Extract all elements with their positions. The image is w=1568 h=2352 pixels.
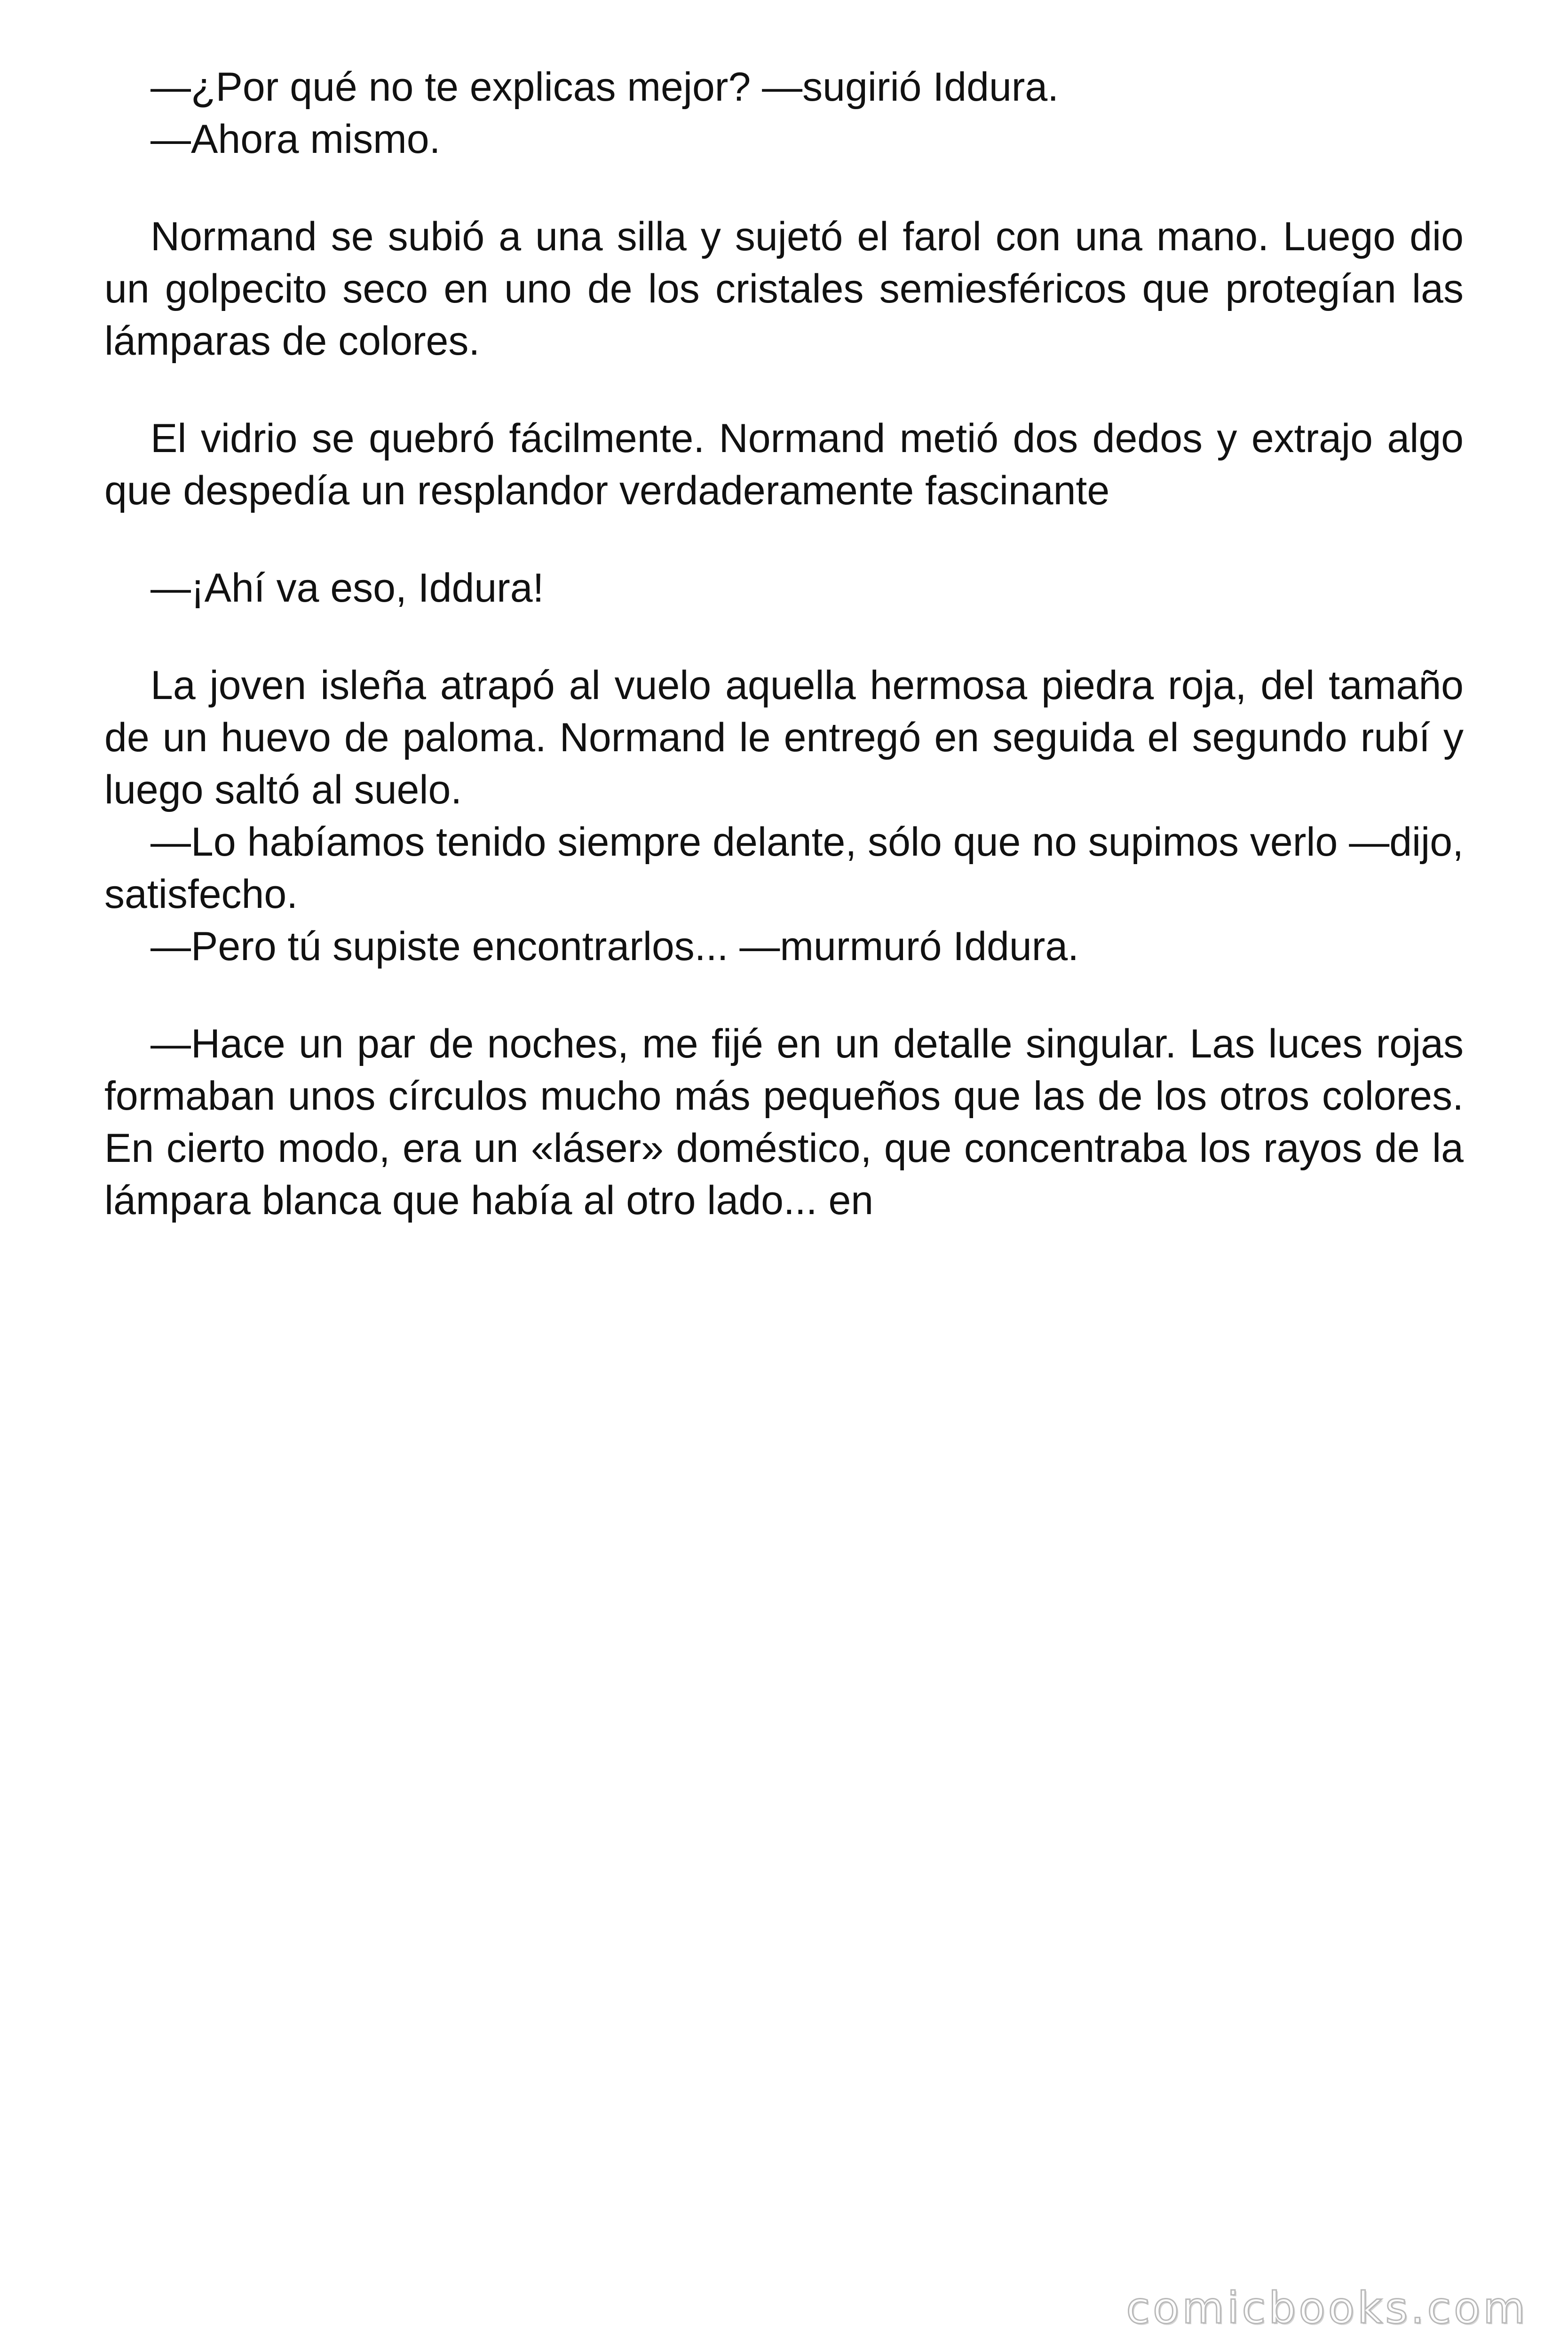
paragraph-dialogue-question: —¿Por qué no te explicas mejor? —sugirió Iddura. bbox=[150, 64, 1059, 110]
paragraph-lantern: Normand se subió a una silla y sujetó el farol con una mano. Luego dio un golpecito seco en uno de los cristales semiesféricos que protegían las lámparas de colores. bbox=[104, 214, 1464, 364]
paragraph-explanation: —Hace un par de noches, me fijé en un detalle singular. Las luces rojas formaban unos círculos mucho más pequeños que las de los otros colores. En cierto modo, era un «láser» doméstico, que concentraba los rayos de la lámpara blanca que había al otro lado... en bbox=[104, 1021, 1464, 1223]
paragraph-dialogue-seen: —Lo habíamos tenido siempre delante, sólo que no supimos verlo —dijo, satisfecho. bbox=[104, 819, 1464, 917]
paragraph-dialogue-found: —Pero tú supiste encontrarlos... —murmuró Iddura. bbox=[150, 924, 1079, 969]
paragraph-ruby: La joven isleña atrapó al vuelo aquella hermosa piedra roja, del tamaño de un huevo de paloma. Normand le entregó en seguida el segundo rubí y luego saltó al suelo. bbox=[104, 663, 1464, 812]
paragraph-dialogue-answer: —Ahora mismo. bbox=[150, 117, 441, 162]
paragraph-exclamation: —¡Ahí va eso, Iddura! bbox=[150, 565, 544, 611]
watermark-logo: comicbooks.com bbox=[1126, 2283, 1528, 2333]
paragraph-glass: El vidrio se quebró fácilmente. Normand metió dos dedos y extrajo algo que despedía un resplandor verdaderamente fascinante bbox=[104, 416, 1464, 513]
page-text bbox=[104, 61, 1464, 1227]
